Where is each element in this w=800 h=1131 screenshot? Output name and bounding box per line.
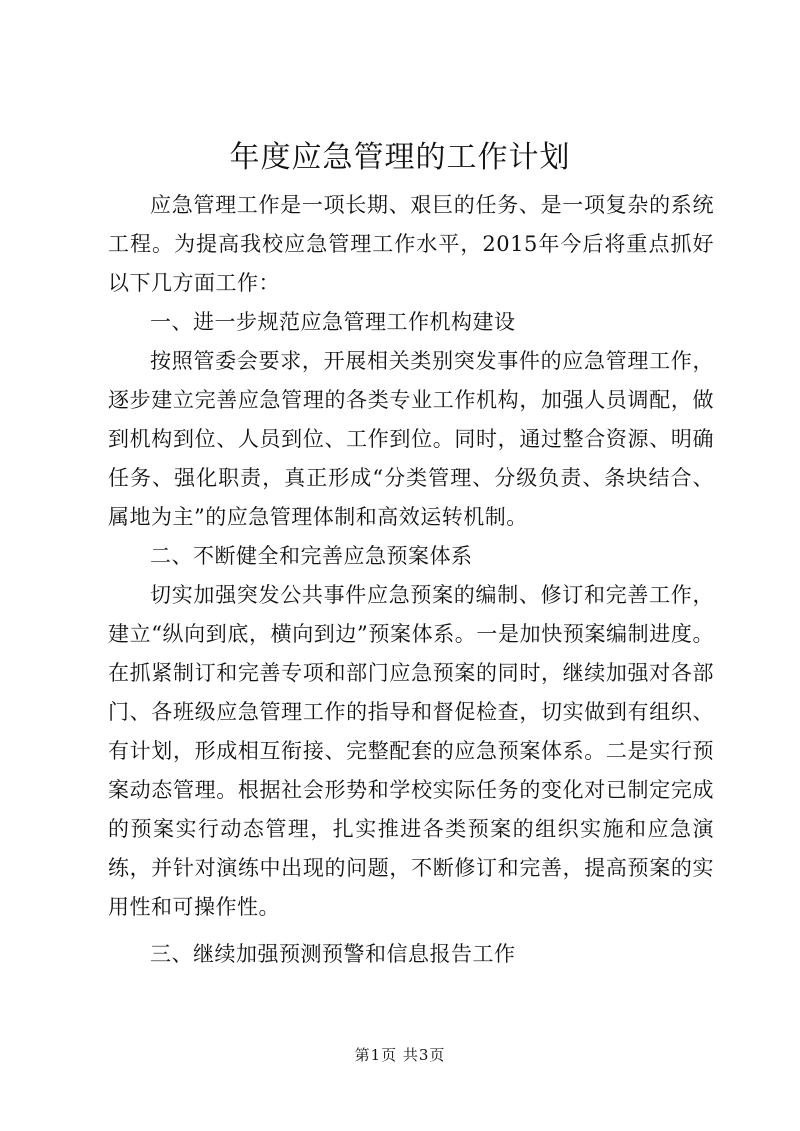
section-2-paragraph: 切实加强突发公共事件应急预案的编制、修订和完善工作，建立“纵向到底，横向到边”预案体系。一是加快预案编制进度。在抓紧制订和完善专项和部门应急预案的同时，继续加强对各部门、各班级应急管理工作的指导和督促检查，切实做到有组织、有计划，形成相互衔接、完整配套的应急预案体系。二是实行预案动态管理。根据社会形势和学校实际任务的变化对已制定完成的预案实行动态管理，扎实推进各类预案的组织实施和应急演练，并针对演练中出现的问题，不断修订和完善，提高预案的实用性和可操作性。 bbox=[108, 583, 714, 919]
section-heading-2: 二、不断健全和完善应急预案体系 bbox=[150, 544, 473, 568]
section-heading-1: 一、进一步规范应急管理工作机构建设 bbox=[150, 310, 516, 334]
intro-paragraph: 应急管理工作是一项长期、艰巨的任务、是一项复杂的系统工程。为提高我校应急管理工作水平，2015年今后将重点抓好以下几方面工作： bbox=[108, 193, 714, 295]
document-body bbox=[108, 186, 714, 974]
document-title: 年度应急管理的工作计划 bbox=[229, 140, 571, 175]
section-1-paragraph: 按照管委会要求，开展相关类别突发事件的应急管理工作，逐步建立完善应急管理的各类专业工作机构，加强人员调配，做到机构到位、人员到位、工作到位。同时，通过整合资源、明确任务、强化职责，真正形成“分类管理、分级负责、条块结合、属地为主”的应急管理体制和高效运转机制。 bbox=[108, 349, 714, 529]
section-heading-3: 三、继续加强预测预警和信息报告工作 bbox=[150, 942, 516, 966]
page-number: 第1页 共3页 bbox=[354, 1046, 446, 1064]
